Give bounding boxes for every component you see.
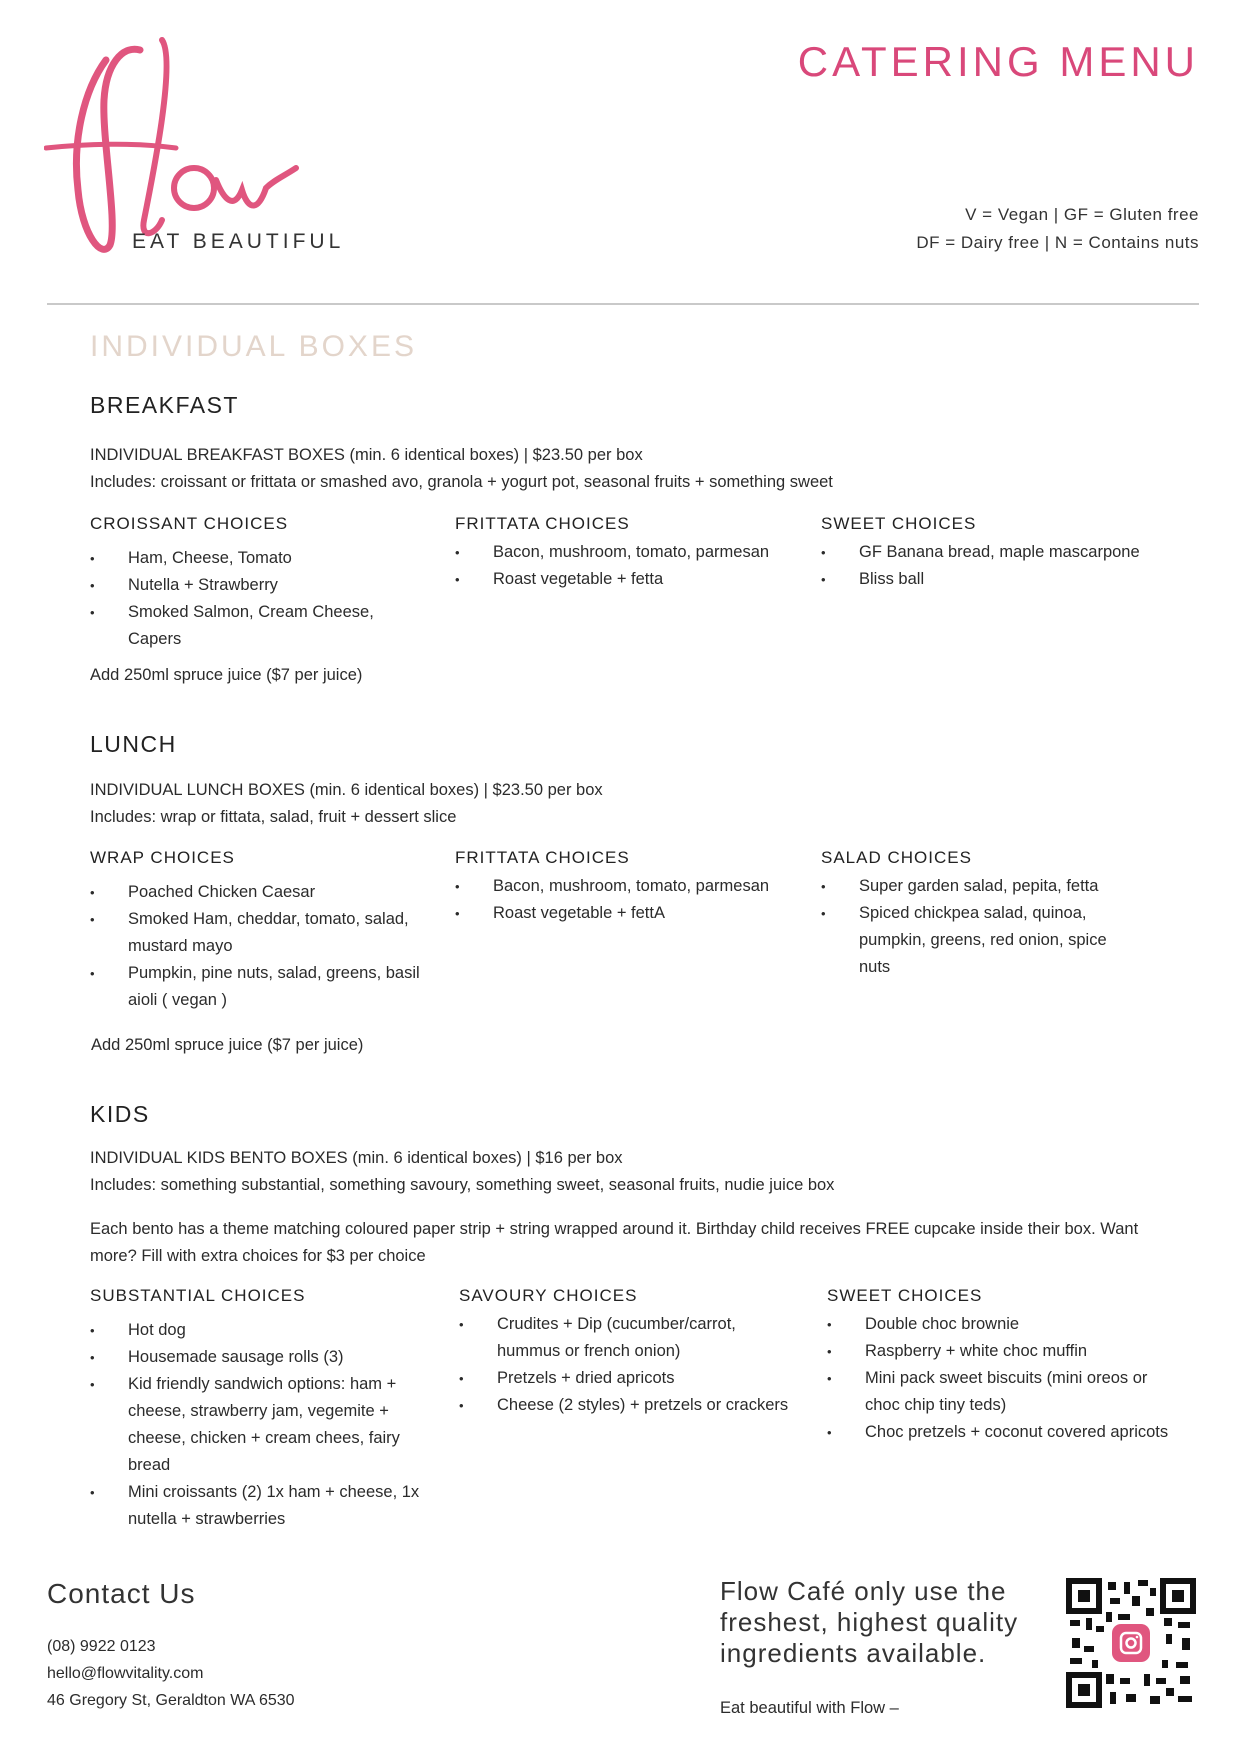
salad-choices-column xyxy=(821,848,1131,981)
list-item: • Pumpkin, pine nuts, salad, greens, basil aioli ( vegan ) xyxy=(90,960,430,1014)
wrap-choices-column xyxy=(90,848,430,1014)
breakfast-offer: INDIVIDUAL BREAKFAST BOXES (min. 6 identical boxes) | $23.50 per box xyxy=(90,446,643,464)
frittata-choices-column xyxy=(455,514,800,593)
contact-phone[interactable]: (08) 9922 0123 xyxy=(47,1638,156,1655)
column-heading: FRITTATA CHOICES xyxy=(455,848,630,867)
column-heading: SWEET CHOICES xyxy=(827,1286,983,1305)
croissant-choices-column xyxy=(90,514,430,653)
column-heading: SWEET CHOICES xyxy=(821,514,977,533)
list-item: • Roast vegetable + fetta xyxy=(455,566,800,593)
column-heading: SUBSTANTIAL CHOICES xyxy=(90,1286,306,1305)
kids-note-line-1: Each bento has a theme matching coloured paper strip + string wrapped around it. Birthday child receives FREE cupcake inside their box. Want xyxy=(90,1220,1139,1238)
kids-heading: KIDS xyxy=(90,1101,150,1127)
qr-code[interactable] xyxy=(1066,1578,1196,1708)
contact-heading: Contact Us xyxy=(47,1578,196,1609)
section-title: INDIVIDUAL BOXES xyxy=(90,330,417,363)
signoff: Eat beautiful with Flow – xyxy=(720,1699,899,1717)
list-item: • Mini croissants (2) 1x ham + cheese, 1x nutella + strawberries xyxy=(90,1479,430,1533)
list-item: • Poached Chicken Caesar xyxy=(90,879,430,906)
flow-logo xyxy=(44,20,334,265)
kids-includes: Includes: something substantial, something savoury, something sweet, seasonal fruits, nudie juice box xyxy=(90,1176,835,1194)
document-title: CATERING MENU xyxy=(797,38,1199,85)
list-item: • Cheese (2 styles) + pretzels or crackers xyxy=(459,1392,789,1419)
list-item: • GF Banana bread, maple mascarpone xyxy=(821,539,1196,566)
list-item: • Choc pretzels + coconut covered apricots xyxy=(827,1419,1177,1446)
lunch-includes: Includes: wrap or fittata, salad, fruit + dessert slice xyxy=(90,808,457,826)
diet-legend-line-1: V = Vegan | GF = Gluten free xyxy=(965,205,1199,224)
list-item: • Bliss ball xyxy=(821,566,1196,593)
breakfast-includes: Includes: croissant or frittata or smashed avo, granola + yogurt pot, seasonal fruits + something sweet xyxy=(90,473,833,491)
list-item: • Double choc brownie xyxy=(827,1311,1177,1338)
list-item: • Mini pack sweet biscuits (mini oreos or choc chip tiny teds) xyxy=(827,1365,1177,1419)
diet-legend-line-2: DF = Dairy free | N = Contains nuts xyxy=(916,233,1199,252)
list-item: • Nutella + Strawberry xyxy=(90,572,430,599)
breakfast-juice-addon: Add 250ml spruce juice ($7 per juice) xyxy=(90,666,363,684)
brand-tagline: EAT BEAUTIFUL xyxy=(132,230,345,253)
list-item: • Smoked Ham, cheddar, tomato, salad, mustard mayo xyxy=(90,906,430,960)
lunch-juice-addon: Add 250ml spruce juice ($7 per juice) xyxy=(91,1036,364,1054)
list-item: • Ham, Cheese, Tomato xyxy=(90,545,430,572)
header-divider xyxy=(47,303,1199,305)
list-item: • Smoked Salmon, Cream Cheese, Capers xyxy=(90,599,430,653)
column-heading: SALAD CHOICES xyxy=(821,848,972,867)
list-item: • Roast vegetable + fettA xyxy=(455,900,800,927)
quality-tagline: Flow Café only use the freshest, highest quality ingredients available. xyxy=(720,1576,1019,1668)
kids-offer: INDIVIDUAL KIDS BENTO BOXES (min. 6 identical boxes) | $16 per box xyxy=(90,1149,623,1167)
sweet-choices-column xyxy=(821,514,1196,593)
lunch-offer: INDIVIDUAL LUNCH BOXES (min. 6 identical boxes) | $23.50 per box xyxy=(90,781,603,799)
column-heading: FRITTATA CHOICES xyxy=(455,514,630,533)
savoury-choices-column xyxy=(459,1286,789,1419)
list-item: • Spiced chickpea salad, quinoa, pumpkin, greens, red onion, spice nuts xyxy=(821,900,1131,981)
breakfast-heading: BREAKFAST xyxy=(90,392,239,418)
column-heading: CROISSANT CHOICES xyxy=(90,514,289,533)
list-item: • Bacon, mushroom, tomato, parmesan xyxy=(455,539,800,566)
list-item: • Bacon, mushroom, tomato, parmesan xyxy=(455,873,800,900)
list-item: • Pretzels + dried apricots xyxy=(459,1365,789,1392)
list-item: • Hot dog xyxy=(90,1317,430,1344)
list-item: • Housemade sausage rolls (3) xyxy=(90,1344,430,1371)
contact-address: 46 Gregory St, Geraldton WA 6530 xyxy=(47,1692,295,1709)
contact-email[interactable]: hello@flowvitality.com xyxy=(47,1665,204,1682)
substantial-choices-column xyxy=(90,1286,430,1533)
kids-note-line-2: more? Fill with extra choices for $3 per choice xyxy=(90,1247,426,1265)
list-item: • Super garden salad, pepita, fetta xyxy=(821,873,1131,900)
list-item: • Raspberry + white choc muffin xyxy=(827,1338,1177,1365)
column-heading: WRAP CHOICES xyxy=(90,848,235,867)
lunch-heading: LUNCH xyxy=(90,731,177,757)
column-heading: SAVOURY CHOICES xyxy=(459,1286,638,1305)
kids-sweet-choices-column xyxy=(827,1286,1177,1446)
list-item: • Kid friendly sandwich options: ham + cheese, strawberry jam, vegemite + cheese, chicken + cream chees, fairy bread xyxy=(90,1371,430,1479)
list-item: • Crudites + Dip (cucumber/carrot, hummus or french onion) xyxy=(459,1311,789,1365)
lunch-frittata-choices-column xyxy=(455,848,800,927)
